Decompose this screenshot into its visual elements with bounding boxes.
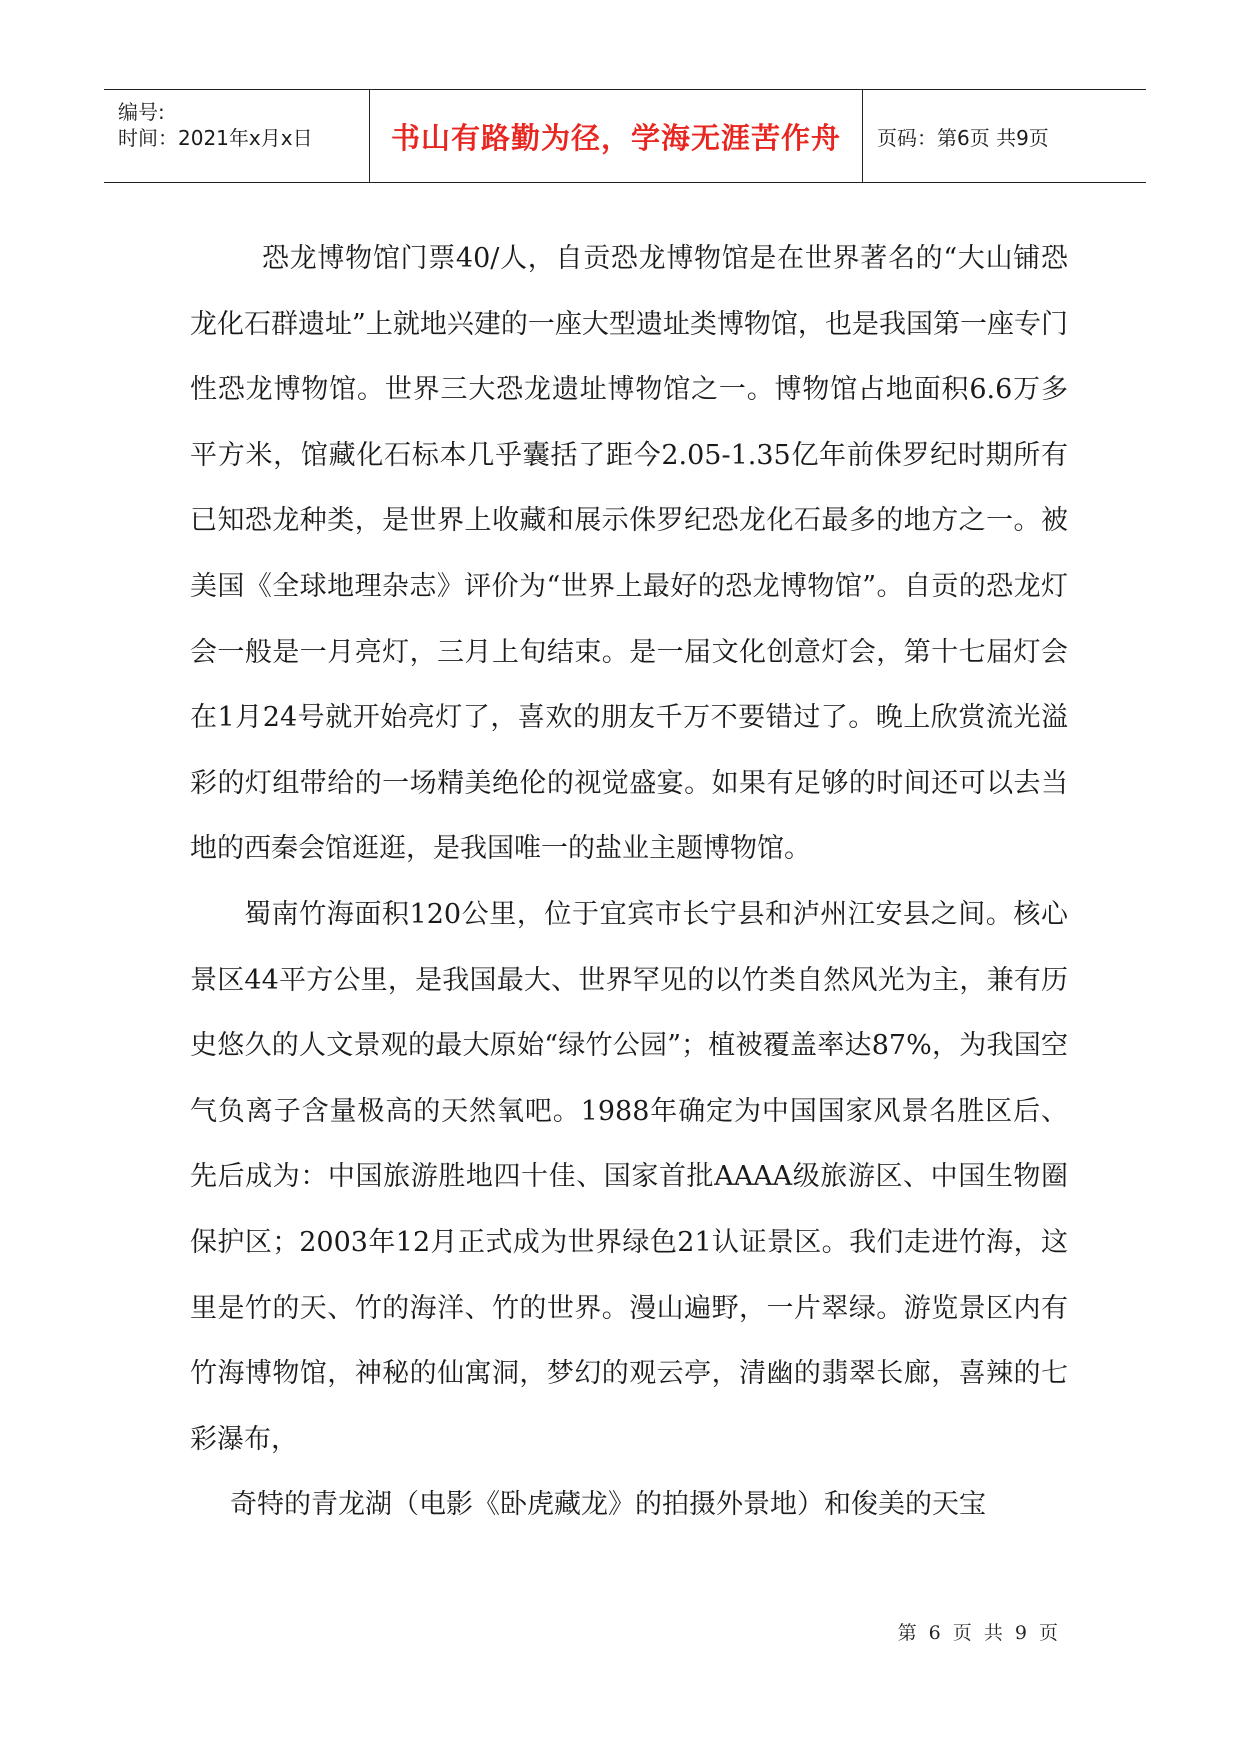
time-label: 时间：2021年x月x日 <box>118 126 313 150</box>
header-motto-cell <box>370 90 863 182</box>
motto-text: 书山有路勤为径，学海无涯苦作舟 <box>390 120 841 155</box>
header-info-cell <box>104 90 370 182</box>
paragraph-dinosaur-museum: 恐龙博物馆门票40/人，自贡恐龙博物馆是在世界著名的“大山铺恐龙化石群遗址”上就地兴建的一座大型遗址类博物馆，也是我国第一座专门性恐龙博物馆。世界三大恐龙遗址博物馆之一。博物馆占地面积6.6万多平方米，馆藏化石标本几乎囊括了距今2.05-1.35亿年前侏罗纪时期所有已知恐龙种类，是世界上收藏和展示侏罗纪恐龙化石最多的地方之一。被美国《全球地理杂志》评价为“世界上最好的恐龙博物馆”。自贡的恐龙灯会一般是一月亮灯，三月上旬结束。是一届文化创意灯会，第十七届灯会在1月24号就开始亮灯了，喜欢的朋友千万不要错过了。晚上欣赏流光溢彩的灯组带给的一场精美绝伦的视觉盛宴。如果有足够的时间还可以去当地的西秦会馆逛逛，是我国唯一的盐业主题博物馆。 <box>190 243 1068 865</box>
number-label: 编号: <box>118 100 165 124</box>
paragraph-bamboo-sea: 蜀南竹海面积120公里，位于宜宾市长宁县和泸州江安县之间。核心景区44平方公里，是我国最大、世界罕见的以竹类自然风光为主，兼有历史悠久的人文景观的最大原始“绿竹公园”；植被覆盖率达87%，为我国空气负离子含量极高的天然氧吧。1988年确定为中国国家风景名胜区后、先后成为：中国旅游胜地四十佳、国家首批AAAA级旅游区、中国生物圈保护区；2003年12月正式成为世界绿色21认证景区。我们走进竹海，这里是竹的天、竹的海洋、竹的世界。漫山遍野，一片翠绿。游览景区内有竹海博物馆，神秘的仙寓洞，梦幻的观云亭，清幽的翡翠长廊，喜辣的七彩瀑布， <box>190 898 1068 1455</box>
page-footer: 第 6 页 共 9 页 <box>897 1622 1061 1644</box>
header-page-cell <box>863 90 1146 182</box>
page-label: 页码：第6页 共9页 <box>877 125 1049 150</box>
paragraph-qinglong-lake: 奇特的青龙湖（电影《卧虎藏龙》的拍摄外景地）和俊美的天宝 <box>230 1489 986 1521</box>
document-body <box>190 226 1068 1538</box>
header-table <box>104 89 1146 183</box>
